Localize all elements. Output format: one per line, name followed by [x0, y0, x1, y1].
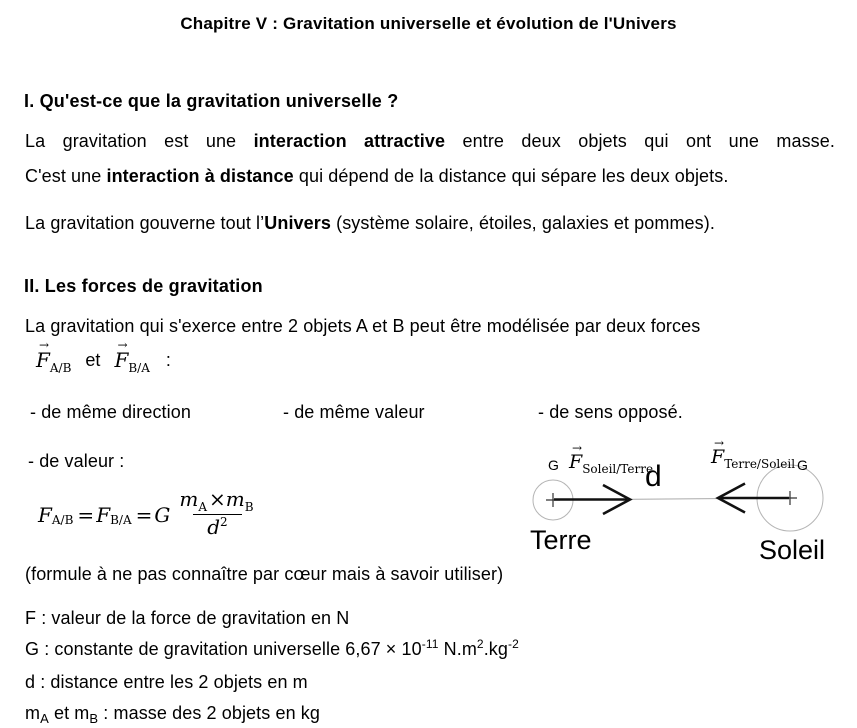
equals-sign: = — [135, 503, 153, 527]
section2-intro: La gravitation qui s'exerce entre 2 objets A et B peut être modélisée par deux forces — [25, 316, 701, 336]
gravitation-formula — [38, 488, 260, 542]
forces-notation-line — [36, 338, 171, 375]
section1-heading: I. Qu'est-ce que la gravitation universelle ? — [24, 91, 399, 111]
definition-G: G : constante de gravitation universelle $6,67 \times 10^{-11}$ $N.m^2.kg^{-2}$ — [25, 637, 519, 659]
force-symbol: F — [114, 348, 129, 372]
vector-arrow-icon: → — [117, 338, 128, 352]
g-point-label-right: G — [797, 457, 808, 473]
formula-F1-sub: A/B — [51, 513, 74, 527]
vector-arrow-icon: → — [714, 436, 725, 450]
force-subscript: A/B — [49, 361, 72, 375]
page-title: Chapitre V : Gravitation universelle et évolution de l'Univers — [180, 14, 677, 33]
property-valeur: - de même valeur — [283, 402, 425, 422]
force-symbol: F — [36, 348, 50, 372]
value-intro-label: - de valeur : — [28, 451, 125, 471]
paragraph1-line2: C'est une interaction à distance qui dépend de la distance qui sépare les deux objets. — [25, 166, 729, 186]
gravitation-diagram — [527, 436, 857, 578]
mass-A-symbol: m — [179, 487, 199, 511]
property-sens: - de sens opposé. — [538, 402, 683, 422]
definition-d: d : distance entre les 2 objets en m — [25, 672, 308, 692]
distance-symbol: d — [207, 515, 221, 539]
force-symbol: F — [569, 451, 583, 473]
terre-label: Terre — [530, 525, 592, 555]
definitions-list — [25, 608, 519, 728]
paragraph2: La gravitation gouverne tout l’Univers (système solaire, étoiles, galaxies et pommes). — [25, 213, 715, 233]
fraction-denominator — [193, 514, 241, 542]
et-label: et — [85, 350, 101, 370]
soleil-label: Soleil — [759, 535, 826, 565]
force-label-soleil-terre — [569, 441, 654, 476]
formula-F2: F — [96, 503, 111, 527]
times-sign: × — [209, 487, 226, 511]
definition-m: $m_A$ et $m_B$ : masse des 2 objets en kg — [25, 703, 321, 726]
force-subscript: Soleil/Terre — [582, 462, 654, 476]
distance-label: d — [645, 460, 662, 493]
force-vector-AB — [36, 338, 73, 375]
formula-F1: F — [38, 503, 52, 527]
colon-punctuation: : — [165, 350, 171, 370]
force-vector-soleil-terre — [569, 441, 583, 473]
g-point-label-left: G — [548, 457, 559, 473]
paragraph1-line1: La gravitation est une interaction attractive entre deux objets qui ont une masse. — [25, 131, 835, 151]
mass-B-symbol: m — [225, 487, 245, 511]
definition-F: F : valeur de la force de gravitation en N — [25, 608, 350, 628]
force-subscript: Terre/Soleil — [724, 457, 796, 471]
formula-G: G — [154, 503, 171, 527]
force-subscript: B/A — [128, 361, 150, 375]
distance-exponent: 2 — [220, 515, 228, 529]
property-direction: - de même direction — [30, 402, 191, 422]
vector-arrow-icon: → — [572, 441, 583, 455]
fraction-numerator — [175, 488, 259, 514]
mass-B-sub: B — [244, 500, 254, 514]
section2-heading: II. Les forces de gravitation — [24, 276, 263, 296]
force-vector-terre-soleil — [711, 436, 725, 468]
formula-note: (formule à ne pas connaître par cœur mais à savoir utiliser) — [25, 564, 504, 584]
force-vector-BA — [114, 338, 151, 375]
equals-sign: = — [77, 503, 95, 527]
formula-F2-sub: B/A — [110, 513, 132, 527]
force-symbol: F — [711, 446, 725, 468]
formula-fraction — [175, 488, 259, 542]
vector-arrow-icon: → — [39, 338, 50, 352]
force-label-terre-soleil — [711, 436, 796, 471]
mass-A-sub: A — [198, 500, 207, 514]
